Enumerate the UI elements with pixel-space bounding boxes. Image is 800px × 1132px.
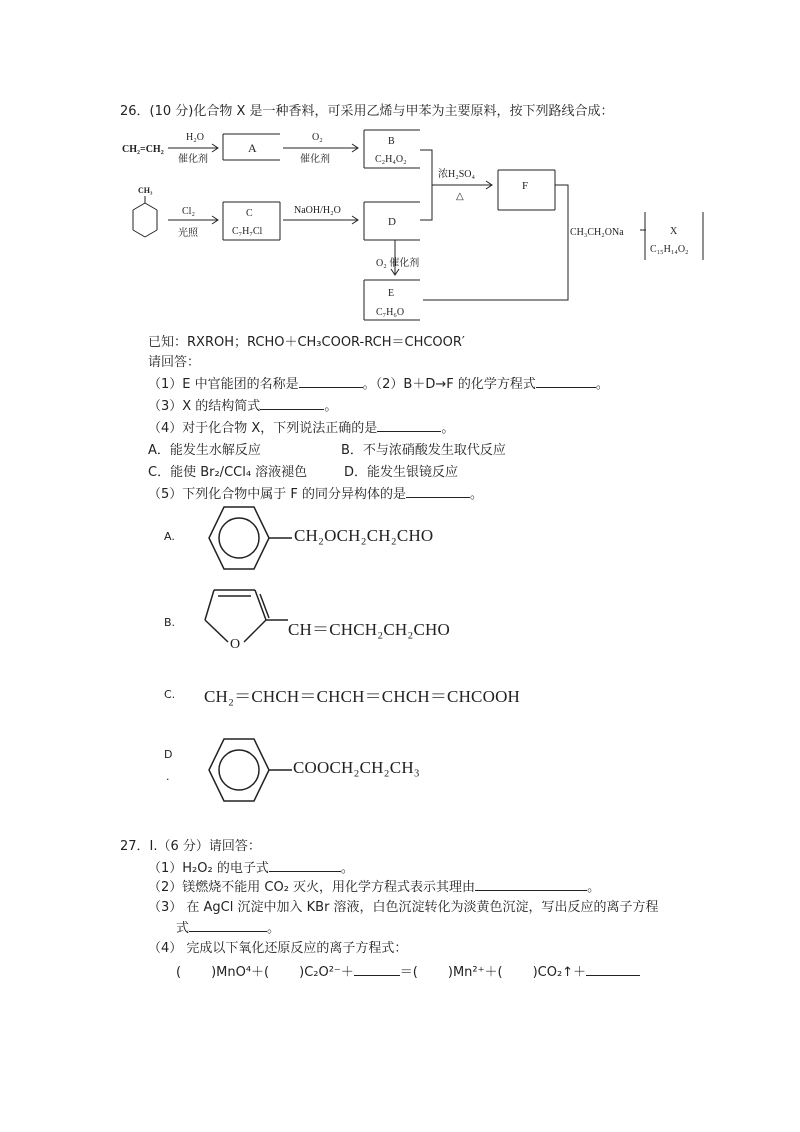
q26-part1 bbox=[148, 373, 609, 392]
structure-d-chain: COOCH₂CH₂CH₃ bbox=[293, 758, 420, 777]
option-a: A．能发生水解反应 bbox=[148, 443, 261, 458]
box-e-name: E bbox=[388, 288, 395, 299]
q27-p3-b: 式 bbox=[176, 921, 190, 936]
q27-p2-text: （2）镁燃烧不能用 CO₂ 灭火，用化学方程式表示其理由 bbox=[148, 880, 476, 895]
eq-co2: )CO₂↑＋ bbox=[532, 965, 587, 980]
box-d-label: D bbox=[388, 216, 396, 228]
q27-header: 27．Ⅰ.（6 分）请回答： bbox=[120, 839, 261, 854]
structure-d-dot: . bbox=[166, 770, 170, 783]
box-e-formula: C₇H₆O bbox=[376, 307, 405, 318]
answer-blank-2[interactable] bbox=[536, 375, 596, 388]
box-c-formula: C₇H₇Cl bbox=[232, 226, 263, 237]
toluene-ring bbox=[133, 196, 157, 237]
q26-p5-end: 。 bbox=[470, 487, 484, 502]
ethylene-label: CH₂=CH₂ bbox=[122, 144, 164, 155]
structure-a-chain: CH₂OCH₂CH₂CHO bbox=[294, 526, 434, 545]
box-a-label: A bbox=[248, 141, 257, 155]
option-b: B．不与浓硝酸发生取代反应 bbox=[341, 443, 506, 458]
toluene-ch3: CH₃ bbox=[138, 186, 153, 195]
step5-top: 浓H₂SO₄ bbox=[438, 169, 475, 180]
q26-p5-text: （5）下列化合物中属于 F 的同分异构体的是 bbox=[148, 487, 407, 502]
structure-b-furan bbox=[200, 582, 300, 658]
answer-blank-3[interactable] bbox=[260, 397, 324, 410]
structure-a-benzene bbox=[200, 502, 300, 578]
eq-sign: ＝( bbox=[399, 965, 418, 980]
box-c-name: C bbox=[246, 208, 253, 219]
step4-top: NaOH/H₂O bbox=[294, 205, 341, 216]
eq-mn2: )Mn²⁺＋( bbox=[447, 965, 503, 980]
answer-blank-5[interactable] bbox=[406, 485, 470, 498]
q27-p1-end: 。 bbox=[340, 861, 354, 876]
q26-p4-end: 。 bbox=[441, 421, 455, 436]
answer-blank-9[interactable] bbox=[354, 963, 400, 976]
answer-blank-8[interactable] bbox=[189, 919, 267, 932]
structure-c-chain: CH₂＝CHCH＝CHCH＝CHCH＝CHCOOH bbox=[204, 687, 521, 706]
q27-part3-line2 bbox=[176, 917, 280, 936]
q26-prompt: 请回答： bbox=[148, 355, 201, 370]
connector-bd bbox=[420, 150, 432, 220]
box-b-formula: C₂H₄O₂ bbox=[375, 154, 407, 165]
step1-top: H₂O bbox=[186, 132, 204, 143]
step2-bottom: 催化剂 bbox=[300, 154, 330, 165]
q27-p1-text: （1）H₂O₂ 的电子式 bbox=[148, 861, 269, 876]
step7-label: CH₃CH₂ONa bbox=[570, 227, 624, 238]
q26-part3 bbox=[148, 395, 337, 414]
eq-open1: ( bbox=[176, 965, 182, 980]
answer-blank-1[interactable] bbox=[299, 375, 363, 388]
step3-bottom: 光照 bbox=[178, 228, 198, 239]
q26-p2-end: 。 bbox=[595, 377, 609, 392]
option-d: D．能发生银镜反应 bbox=[344, 465, 459, 480]
step2-top: O₂ bbox=[312, 132, 323, 143]
eq-c2o4: )C₂O²⁻＋ bbox=[299, 965, 354, 980]
q26-known: 已知：RXROH；RCHO＋CH₃COOR-RCH＝CHCOOR′ bbox=[148, 335, 465, 350]
q26-p3-text: （3）X 的结构简式 bbox=[148, 399, 261, 414]
structure-a-label: A. bbox=[164, 530, 175, 543]
box-b-name: B bbox=[388, 136, 395, 147]
redox-equation bbox=[176, 961, 640, 980]
box-f-label: F bbox=[522, 180, 529, 192]
synthesis-scheme bbox=[0, 120, 800, 450]
eq-mno4: )MnO⁴＋( bbox=[211, 965, 270, 980]
answer-blank-4[interactable] bbox=[377, 419, 441, 432]
connector-fe bbox=[423, 185, 568, 300]
q26-part4 bbox=[148, 417, 454, 436]
q27-part2 bbox=[148, 876, 600, 895]
box-x-formula: C₁₅H₁₄O₂ bbox=[650, 244, 689, 255]
structure-b-label: B. bbox=[164, 616, 176, 629]
q26-p2-text: 。（2）B＋D→F 的化学方程式 bbox=[362, 377, 536, 392]
step3-top: Cl₂ bbox=[182, 206, 195, 217]
answer-blank-7[interactable] bbox=[475, 878, 587, 891]
q26-p4-text: （4）对于化合物 X，下列说法正确的是 bbox=[148, 421, 378, 436]
step5-bottom: △ bbox=[456, 191, 464, 202]
q27-p2-end: 。 bbox=[587, 880, 601, 895]
q27-part3-line1: （3） 在 AgCl 沉淀中加入 KBr 溶液，白色沉淀转化为淡黄色沉淀，写出反应的离子方程 bbox=[148, 900, 659, 915]
answer-blank-10[interactable] bbox=[586, 963, 640, 976]
option-c: C．能使 Br₂/CCl₄ 溶液褪色 bbox=[148, 465, 308, 480]
q26-header: 26．(10 分)化合物 X 是一种香料，可采用乙烯与甲苯为主要原料，按下列路线合成： bbox=[120, 104, 614, 119]
q26-p1-text: （1）E 中官能团的名称是 bbox=[148, 377, 299, 392]
furan-oxygen: O bbox=[230, 637, 241, 652]
box-x-name: X bbox=[670, 226, 678, 237]
q27-part4: （4） 完成以下氧化还原反应的离子方程式： bbox=[148, 941, 408, 956]
step6-label: O₂ 催化剂 bbox=[376, 258, 420, 269]
q26-p3-end: 。 bbox=[324, 399, 338, 414]
structure-d-label: D bbox=[164, 748, 173, 761]
structure-d-benzene bbox=[200, 734, 300, 810]
q27-p3-end: 。 bbox=[267, 921, 281, 936]
step1-bottom: 催化剂 bbox=[178, 154, 208, 165]
structure-c-label: C. bbox=[164, 688, 176, 701]
structure-b-chain: CH＝CHCH₂CH₂CHO bbox=[288, 620, 451, 639]
q26-part5 bbox=[148, 483, 483, 502]
q27-part1 bbox=[148, 857, 354, 876]
answer-blank-6[interactable] bbox=[269, 859, 341, 872]
